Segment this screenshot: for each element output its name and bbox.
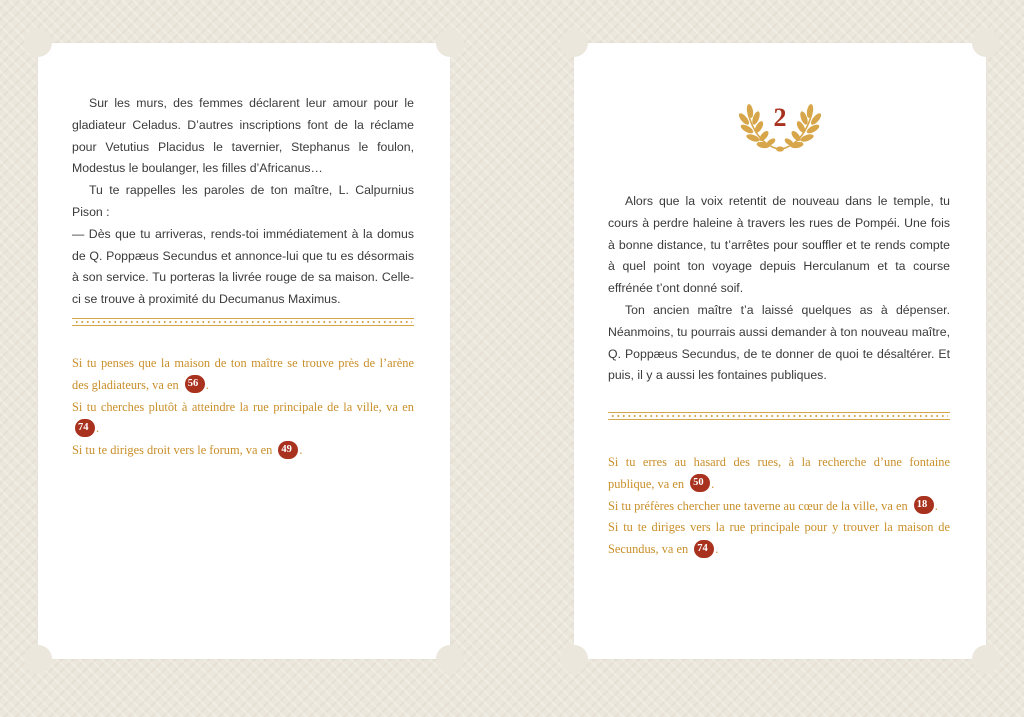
right-page-text [608, 191, 950, 387]
choice-text: Si tu te diriges vers la rue principale pour y trouver la maison de Secundus, va en [608, 520, 950, 557]
chapter-number: 2 [773, 103, 787, 132]
section-link-badge[interactable]: 50 [690, 474, 710, 492]
choice-go-to-49[interactable]: Si tu te diriges droit vers le forum, va en 49 . [72, 440, 414, 462]
left-page-choices [72, 353, 414, 462]
paragraph: Sur les murs, des femmes déclarent leur amour pour le gladiateur Celadus. D’autres inscriptions font de la réclame pour Vetutius Placidus le tavernier, Stephanus le foulon, Modestus le boulanger, les filles d’Africanus… [72, 96, 414, 176]
choice-go-to-50[interactable]: Si tu erres au hasard des rues, à la recherche d’une fontaine publique, va en 50 . [608, 455, 950, 491]
left-page [38, 43, 450, 659]
choice-go-to-74[interactable]: Si tu te diriges vers la rue principale pour y trouver la maison de Secundus, va en 74 . [608, 520, 950, 557]
choice-text: Si tu te diriges droit vers le forum, va en [72, 443, 273, 458]
choice-go-to-74[interactable]: Si tu cherches plutôt à atteindre la rue principale de la ville, va en 74 . [72, 399, 414, 436]
paragraph: Tu te rappelles les paroles de ton maître, L. Calpurnius Pison : [72, 183, 414, 219]
paragraph: — Dès que tu arriveras, rends-toi immédiatement à la domus de Q. Poppæus Secundus et annonce-lui que tu es désormais à son service. Tu porteras la livrée rouge de sa maison. Celle-ci se trouve à proximité du Decumanus Maximus. [72, 226, 414, 307]
left-page-text [72, 93, 414, 311]
ornamental-separator [72, 318, 414, 326]
paragraph: Ton ancien maître t’a laissé quelques as à dépenser. Néanmoins, tu pourrais aussi demander à ton nouveau maître, Q. Poppæus Secundus, de te donner de quoi te désaltérer. Et puis, il y a aussi les fontaines publiques. [608, 302, 950, 383]
section-link-badge[interactable]: 49 [278, 441, 298, 459]
chapter-heading [734, 93, 826, 153]
section-link-badge[interactable]: 56 [185, 375, 205, 393]
choice-text: Si tu penses que la maison de ton maître se trouve près de l’arène des gladiateurs, va en [72, 356, 414, 392]
section-link-badge[interactable]: 74 [694, 540, 714, 558]
choice-text: Si tu préfères chercher une taverne au cœur de la ville, va en [608, 498, 908, 513]
right-page [574, 43, 986, 659]
choice-go-to-56[interactable]: Si tu penses que la maison de ton maître se trouve près de l’arène des gladiateurs, va en 56 . [72, 356, 414, 392]
ornamental-separator [608, 412, 950, 420]
choice-go-to-18[interactable]: Si tu préfères chercher une taverne au cœur de la ville, va en 18 . [608, 496, 950, 518]
section-link-badge[interactable]: 74 [75, 419, 95, 437]
section-link-badge[interactable]: 18 [914, 496, 934, 514]
choice-text: Si tu erres au hasard des rues, à la recherche d’une fontaine publique, va en [608, 455, 950, 491]
choice-text: Si tu cherches plutôt à atteindre la rue principale de la ville, va en [72, 399, 414, 414]
right-page-choices [608, 452, 950, 561]
paragraph: Alors que la voix retentit de nouveau dans le temple, tu cours à perdre haleine à travers les rues de Pompéi. Une fois à bonne distance, tu t’arrêtes pour souffler et te rends compte à quel point ton voyage depuis Herculanum et ta course effrénée t’ont donné soif. [608, 194, 950, 296]
